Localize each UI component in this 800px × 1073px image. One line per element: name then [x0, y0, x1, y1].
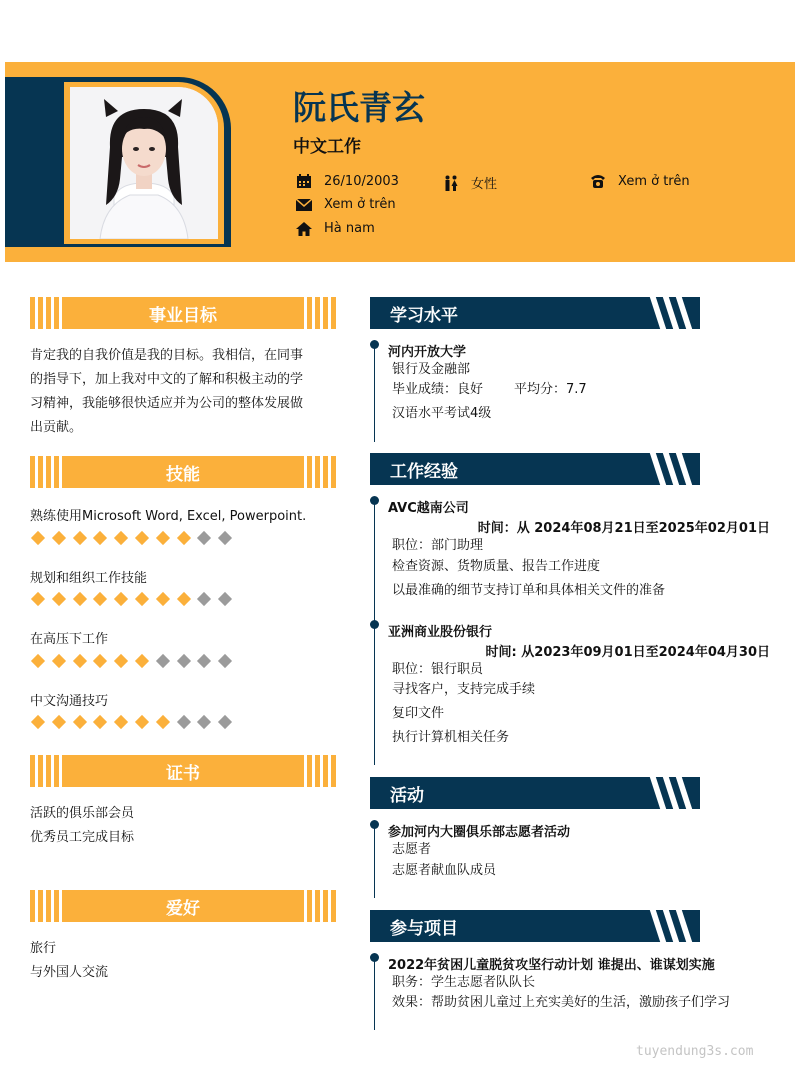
skill-rating [33, 594, 241, 604]
skill-dot-filled [156, 592, 170, 606]
envelope-icon [296, 199, 312, 211]
objective-line: 出贡献。 [30, 420, 83, 435]
skill-dot-filled [135, 654, 149, 668]
experience-heading [370, 453, 700, 485]
timeline-bullet [370, 620, 379, 629]
skill-dot-filled [114, 715, 128, 729]
skill-dot-filled [114, 654, 128, 668]
skill-dot-filled [31, 592, 45, 606]
skill-dot-filled [135, 531, 149, 545]
skill-name: 中文沟通技巧 [30, 694, 109, 709]
skills-heading [30, 456, 336, 488]
job-title: 中文工作 [293, 137, 361, 157]
company-name: AVC越南公司 [388, 501, 469, 516]
certificate-item: 活跃的俱乐部会员 [30, 806, 135, 821]
candidate-name: 阮氏青玄 [293, 88, 425, 127]
objective-line: 习精神，我能够很快适应并为公司的整体发展做 [30, 396, 304, 411]
skill-name: 规划和组织工作技能 [30, 571, 148, 586]
skill-dot-filled [93, 531, 107, 545]
hobbies-title: 爱好 [166, 898, 200, 919]
graduation-grade: 毕业成绩：良好 [392, 382, 484, 397]
address-value: Hà nam [324, 221, 375, 236]
skill-dot-empty [218, 531, 232, 545]
skill-rating [33, 717, 241, 727]
timeline-line [374, 344, 375, 442]
skill-dot-filled [73, 531, 87, 545]
header-banner [5, 62, 795, 262]
skill-dot-filled [177, 592, 191, 606]
job-period: 时间：从 2024年08月21日至2025年02月01日 [477, 521, 770, 536]
project-name: 2022年贫困儿童脱贫攻坚行动计划 谁提出、谁谋划实施 [388, 958, 715, 973]
projects-title: 参与项目 [390, 918, 458, 939]
skill-dot-filled [114, 592, 128, 606]
job-position: 职位：部门助理 [392, 538, 484, 553]
gender-info [443, 173, 497, 192]
hobbies-heading [30, 890, 336, 922]
gender-icon [443, 175, 459, 191]
timeline-line [374, 956, 375, 1030]
skill-dot-filled [93, 715, 107, 729]
timeline-bullet [370, 820, 379, 829]
skill-dot-empty [197, 592, 211, 606]
skill-dot-empty [197, 531, 211, 545]
job-duty: 复印文件 [392, 706, 445, 721]
skill-rating [33, 656, 241, 666]
skill-dot-filled [52, 592, 66, 606]
photo-frame [64, 82, 224, 244]
phone-value: Xem ở trên [618, 173, 690, 189]
skill-dot-filled [93, 654, 107, 668]
timeline-bullet [370, 953, 379, 962]
skill-dot-filled [73, 654, 87, 668]
job-period: 时间: 从2023年09月01日至2024年04月30日 [485, 645, 770, 660]
skill-dot-filled [135, 715, 149, 729]
certificates-heading [30, 755, 336, 787]
email-value: Xem ở trên [324, 197, 396, 212]
objective-text [30, 344, 338, 440]
birthdate-info [296, 173, 399, 189]
phone-info [590, 173, 690, 189]
gender-value: 女性 [471, 177, 498, 192]
address-info [296, 221, 375, 236]
projects-heading [370, 910, 700, 942]
skill-dot-filled [156, 531, 170, 545]
hobby-item: 旅行 [30, 941, 57, 956]
timeline-bullet [370, 496, 379, 505]
job-position: 职位：银行职员 [392, 662, 484, 677]
gpa: 平均分：7.7 [514, 382, 587, 397]
project-line: 职务：学生志愿者队队长 [392, 975, 536, 990]
timeline-line [374, 824, 375, 898]
skill-dot-filled [52, 531, 66, 545]
project-line: 效果：帮助贫困儿童过上充实美好的生活，激励孩子们学习 [392, 995, 731, 1010]
education-heading [370, 297, 700, 329]
watermark: tuyendung3s.com [636, 1044, 754, 1059]
skill-dot-filled [31, 531, 45, 545]
activities-title: 活动 [390, 785, 424, 806]
skill-dot-empty [156, 654, 170, 668]
skill-dot-filled [73, 592, 87, 606]
skill-dot-empty [218, 654, 232, 668]
timeline-bullet [370, 340, 379, 349]
activities-heading [370, 777, 700, 809]
objective-heading [30, 297, 336, 329]
avatar [70, 87, 218, 239]
job-duty: 寻找客户，支持完成手续 [392, 682, 536, 697]
objective-line: 的指导下，加上我对中文的了解和积极主动的学 [30, 372, 304, 387]
certificate-item: 优秀员工完成目标 [30, 830, 135, 845]
skill-dot-empty [177, 654, 191, 668]
skills-title: 技能 [166, 464, 200, 485]
skill-dot-filled [52, 654, 66, 668]
birthdate-value: 26/10/2003 [324, 173, 399, 189]
skill-dot-empty [197, 654, 211, 668]
skill-dot-filled [31, 654, 45, 668]
hobbies-list [30, 937, 338, 985]
home-icon [296, 222, 312, 236]
skill-dot-empty [218, 592, 232, 606]
timeline-line [374, 500, 375, 765]
skill-dot-filled [156, 715, 170, 729]
skill-rating [33, 533, 241, 543]
hobby-item: 与外国人交流 [30, 965, 109, 980]
school-name: 河内开放大学 [388, 345, 467, 360]
calendar-icon [296, 173, 312, 189]
certificates-list [30, 802, 338, 850]
skill-dot-filled [177, 531, 191, 545]
skill-dot-filled [135, 592, 149, 606]
job-duty: 执行计算机相关任务 [392, 730, 510, 745]
department: 银行及金融部 [392, 362, 471, 377]
education-title: 学习水平 [390, 305, 458, 326]
skill-dot-filled [114, 531, 128, 545]
objective-title: 事业目标 [149, 305, 217, 326]
skill-dot-filled [73, 715, 87, 729]
activity-line: 志愿者献血队成员 [392, 863, 497, 878]
objective-line: 肯定我的自我价值是我的目标。我相信，在同事 [30, 348, 304, 363]
skill-dot-filled [31, 715, 45, 729]
skill-dot-filled [93, 592, 107, 606]
skill-name: 在高压下工作 [30, 632, 109, 647]
hsk-level: 汉语水平考试4级 [392, 406, 492, 421]
phone-icon [590, 173, 606, 189]
job-duty: 检查资源、货物质量、报告工作进度 [392, 559, 601, 574]
skill-name: 熟练使用Microsoft Word, Excel, Powerpoint. [30, 509, 307, 524]
company-name: 亚洲商业股份银行 [388, 625, 493, 640]
certificates-title: 证书 [166, 763, 200, 784]
skill-dot-empty [197, 715, 211, 729]
experience-title: 工作经验 [390, 461, 458, 482]
job-duty: 以最准确的细节支持订单和具体相关文件的准备 [392, 583, 666, 598]
skill-dot-empty [177, 715, 191, 729]
email-info [296, 197, 396, 212]
skill-dot-empty [218, 715, 232, 729]
activity-name: 参加河内大圈俱乐部志愿者活动 [388, 825, 571, 840]
skill-dot-filled [52, 715, 66, 729]
activity-line: 志愿者 [392, 842, 432, 857]
